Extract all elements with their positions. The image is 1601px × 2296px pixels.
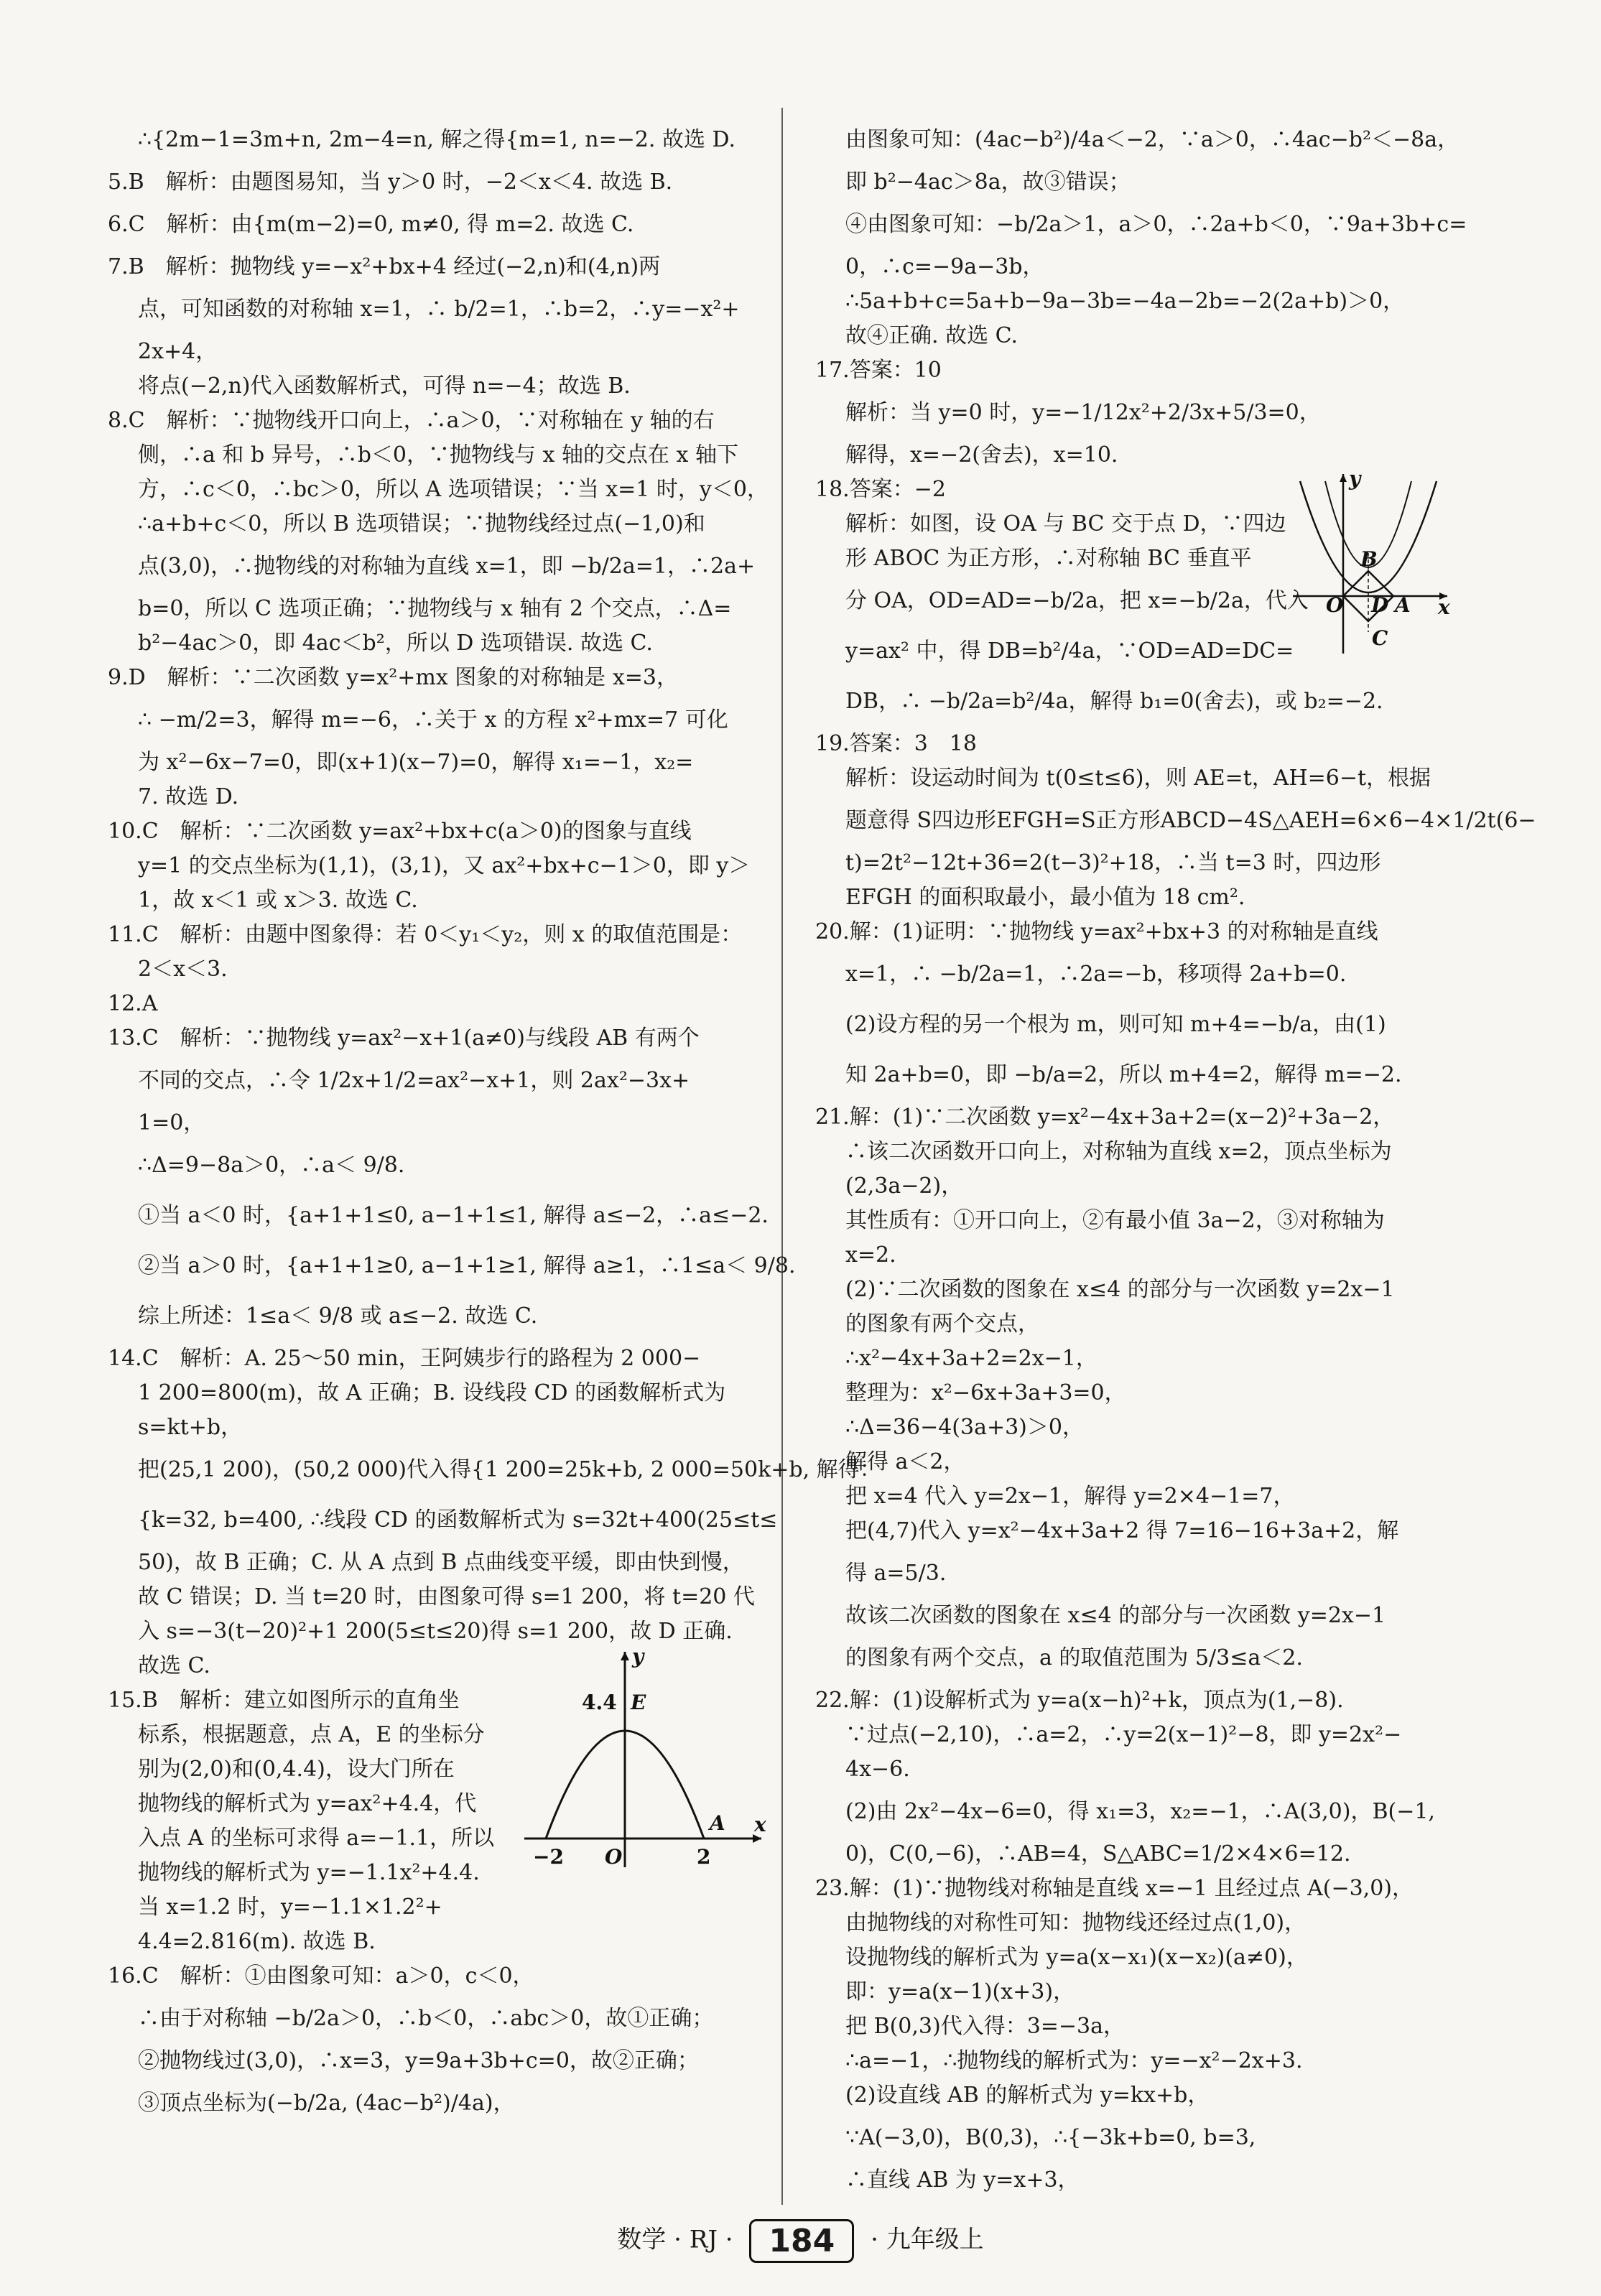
fig18-point-d: D — [1371, 593, 1389, 617]
text-line: 把 x=4 代入 y=2x−1，解得 y=2×4−1=7， — [845, 1484, 1295, 1509]
text-line: 15.B 解析：建立如图所示的直角坐 — [108, 1688, 460, 1713]
text-line: 形 ABOC 为正方形，∴对称轴 BC 垂直平 — [845, 546, 1252, 571]
text-line: ∴Δ=36−4(3a+3)＞0， — [845, 1415, 1084, 1440]
text-line: 别为(2,0)和(0,4.4)，设大门所在 — [138, 1757, 455, 1782]
text-line: ∴{2m−1=3m+n, 2m−4=n, 解之得{m=1, n=−2. 故选 D. — [138, 127, 736, 152]
text-line: 解得 a＜2， — [845, 1449, 965, 1474]
fig15-label-neg2: −2 — [533, 1845, 564, 1869]
text-line: 2＜x＜3. — [138, 957, 228, 982]
text-line: 5.B 解析：由题图易知，当 y＞0 时，−2＜x＜4. 故选 B. — [108, 169, 673, 195]
text-line: x=1，∴ −b/2a=1，∴2a=−b，移项得 2a+b=0. — [845, 962, 1347, 987]
text-line: 17.答案：10 — [815, 358, 942, 383]
fig15-y-label: y — [632, 1645, 644, 1668]
column-divider — [781, 108, 783, 2205]
fig18-point-c: C — [1372, 626, 1388, 650]
text-line: 7. 故选 D. — [138, 784, 239, 809]
text-line: {k=32, b=400, ∴线段 CD 的函数解析式为 s=32t+400(25≤t≤ — [138, 1507, 778, 1533]
text-line: 由图象可知：(4ac−b²)/4a＜−2，∵a＞0，∴4ac−b²＜−8a， — [845, 127, 1460, 152]
page-footer — [0, 2219, 1601, 2263]
fig18-point-b: B — [1360, 547, 1378, 571]
text-line: 点，可知函数的对称轴 x=1，∴ b/2=1，∴b=2，∴y=−x²+ — [138, 297, 740, 322]
text-line: 2x+4， — [138, 339, 218, 364]
text-line: 点(3,0)，∴抛物线的对称轴为直线 x=1，即 −b/2a=1，∴2a+ — [138, 554, 756, 579]
text-line: 故该二次函数的图象在 x≤4 的部分与一次函数 y=2x−1 — [845, 1603, 1386, 1628]
text-line: 综上所述：1≤a＜ 9/8 或 a≤−2. 故选 C. — [138, 1303, 538, 1329]
text-line: 14.C 解析：A. 25～50 min，王阿姨步行的路程为 2 000− — [108, 1346, 701, 1371]
text-line: ②抛物线过(3,0)，∴x=3，y=9a+3b+c=0，故②正确； — [138, 2048, 699, 2073]
text-line: 21.解：(1)∵二次函数 y=x²−4x+3a+2=(x−2)²+3a−2， — [815, 1105, 1395, 1130]
text-line: 20.解：(1)证明：∵抛物线 y=ax²+bx+3 的对称轴是直线 — [815, 919, 1378, 944]
text-line: 11.C 解析：由题中图象得：若 0＜y₁＜y₂，则 x 的取值范围是： — [108, 922, 743, 947]
text-line: ∵A(−3,0)，B(0,3)，∴{−3k+b=0, b=3, — [845, 2125, 1256, 2150]
text-line: 即 b²−4ac＞8a，故③错误； — [845, 169, 1131, 195]
text-line: 抛物线的解析式为 y=ax²+4.4，代 — [138, 1791, 477, 1816]
text-line: ∴a=−1，∴抛物线的解析式为：y=−x²−2x+3. — [845, 2048, 1303, 2073]
text-line: 故选 C. — [138, 1653, 210, 1678]
text-line: 22.解：(1)设解析式为 y=a(x−h)²+k，顶点为(1,−8). — [815, 1688, 1344, 1713]
text-line: 6.C 解析：由{m(m−2)=0, m≠0, 得 m=2. 故选 C. — [108, 212, 634, 237]
text-line: 13.C 解析：∵抛物线 y=ax²−x+1(a≠0)与线段 AB 有两个 — [108, 1026, 700, 1051]
text-line: 的图象有两个交点， — [845, 1311, 1039, 1337]
text-line: 16.C 解析：①由图象可知：a＞0，c＜0， — [108, 1963, 534, 1989]
text-line: ∴由于对称轴 −b/2a＞0，∴b＜0，∴abc＞0，故①正确； — [138, 2006, 714, 2031]
page-number: 184 — [749, 2219, 854, 2263]
fig18-y-label: y — [1349, 467, 1361, 491]
text-line: 0)，C(0,−6)，∴AB=4，S△ABC=1/2×4×6=12. — [845, 1841, 1351, 1867]
text-line: 把(4,7)代入 y=x²−4x+3a+2 得 7=16−16+3a+2，解 — [845, 1518, 1399, 1543]
text-line: 即：y=a(x−1)(x+3)， — [845, 1979, 1075, 2004]
text-line: 4.4=2.816(m). 故选 B. — [138, 1929, 376, 1954]
text-line: 23.解：(1)∵抛物线对称轴是直线 x=−1 且经过点 A(−3,0)， — [815, 1876, 1414, 1901]
text-line: (2)∵二次函数的图象在 x≤4 的部分与一次函数 y=2x−1 — [845, 1277, 1395, 1302]
figure-18-square-parabola — [1286, 467, 1458, 661]
text-line: 1=0， — [138, 1110, 205, 1135]
text-line: 当 x=1.2 时，y=−1.1×1.2²+ — [138, 1895, 442, 1920]
fig15-label-44: 4.4 — [582, 1691, 617, 1714]
text-line: 10.C 解析：∵二次函数 y=ax²+bx+c(a＞0)的图象与直线 — [108, 819, 692, 844]
text-line: 解析：设运动时间为 t(0≤t≤6)，则 AE=t，AH=6−t，根据 — [845, 766, 1431, 791]
text-line: 50)，故 B 正确；C. 从 A 点到 B 点曲线变平缓，即由快到慢， — [138, 1550, 744, 1575]
text-line: ∴Δ=9−8a＞0，∴a＜ 9/8. — [138, 1153, 405, 1178]
text-line: 方，∴c＜0，∴bc＞0，所以 A 选项错误；∵当 x=1 时，y＜0， — [138, 477, 769, 502]
fig15-point-a: A — [710, 1811, 725, 1835]
text-line: 8.C 解析：∵抛物线开口向上，∴a＞0，∵对称轴在 y 轴的右 — [108, 408, 715, 433]
text-line: EFGH 的面积取最小，最小值为 18 cm². — [845, 885, 1245, 910]
text-line: ②当 a＞0 时，{a+1+1≥0, a−1+1≥1, 解得 a≥1，∴1≤a＜ 9/8. — [138, 1253, 796, 1278]
text-line: 18.答案：−2 — [815, 477, 946, 502]
right-column — [815, 115, 1536, 2198]
text-line: 整理为：x²−6x+3a+3=0， — [845, 1380, 1126, 1405]
text-line: 题意得 S四边形EFGH=S正方形ABCD−4S△AEH=6×6−4×1/2t(6− — [845, 808, 1536, 833]
text-line: 知 2a+b=0，即 −b/a=2，所以 m+4=2，解得 m=−2. — [845, 1062, 1402, 1087]
text-line: b²−4ac＞0，即 4ac＜b²，所以 D 选项错误. 故选 C. — [138, 631, 653, 656]
text-line: 解析：如图，设 OA 与 BC 交于点 D，∵四边 — [845, 511, 1286, 536]
text-line: ∴ −m/2=3，解得 m=−6，∴关于 x 的方程 x²+mx=7 可化 — [138, 707, 728, 733]
footer-grade: · 九年级上 — [871, 2225, 984, 2254]
text-line: 入点 A 的坐标可求得 a=−1.1，所以 — [138, 1826, 495, 1851]
fig18-point-o: O — [1326, 593, 1344, 617]
text-line: 12.A — [108, 991, 158, 1016]
fig15-origin: O — [605, 1845, 623, 1869]
text-line: 故④正确. 故选 C. — [845, 323, 1018, 348]
text-line: 标系，根据题意，点 A，E 的坐标分 — [138, 1722, 485, 1747]
figure-15-parabola — [517, 1637, 776, 1874]
text-line: x=2. — [845, 1242, 896, 1268]
text-line: 19.答案：3 18 — [815, 731, 977, 756]
text-line: ④由图象可知：−b/2a＞1，a＞0，∴2a+b＜0，∵9a+3b+c= — [845, 212, 1467, 237]
text-line: ∴x²−4x+3a+2=2x−1， — [845, 1346, 1098, 1371]
text-line: 4x−6. — [845, 1757, 910, 1782]
text-line: 不同的交点，∴令 1/2x+1/2=ax²−x+1，则 2ax²−3x+ — [138, 1068, 690, 1093]
text-line: 设抛物线的解析式为 y=a(x−x₁)(x−x₂)(a≠0)， — [845, 1945, 1308, 1970]
text-line: 1，故 x＜1 或 x＞3. 故选 C. — [138, 888, 418, 913]
text-line: 解析：当 y=0 时，y=−1/12x²+2/3x+5/3=0， — [845, 400, 1321, 425]
text-line: 把(25,1 200)，(50,2 000)代入得{1 200=25k+b, 2 000=50k+b, 解得： — [138, 1457, 881, 1482]
text-line: 将点(−2,n)代入函数解析式，可得 n=−4；故选 B. — [138, 373, 631, 399]
fig18-point-a: A — [1395, 593, 1411, 617]
text-line: ∴直线 AB 为 y=x+3， — [845, 2167, 1080, 2193]
text-line: DB，∴ −b/2a=b²/4a，解得 b₁=0(舍去)，或 b₂=−2. — [845, 689, 1383, 714]
text-line: 把 B(0,3)代入得：3=−3a， — [845, 2014, 1126, 2039]
text-line: 得 a=5/3. — [845, 1561, 947, 1586]
footer-subject: 数学 · RJ · — [617, 2225, 733, 2254]
text-line: ∴5a+b+c=5a+b−9a−3b=−4a−2b=−2(2a+b)＞0， — [845, 289, 1405, 314]
text-line: ③顶点坐标为(−b/2a, (4ac−b²)/4a)， — [138, 2091, 515, 2116]
text-line: ∵过点(−2,10)，∴a=2，∴y=2(x−1)²−8，即 y=2x²− — [845, 1722, 1402, 1747]
text-line: (2)由 2x²−4x−6=0，得 x₁=3，x₂=−1，∴A(3,0)，B(−1, — [845, 1799, 1435, 1824]
text-line: 的图象有两个交点，a 的取值范围为 5/3≤a＜2. — [845, 1645, 1303, 1670]
text-line: 解得，x=−2(舍去)，x=10. — [845, 442, 1118, 468]
text-line: 1 200=800(m)，故 A 正确；B. 设线段 CD 的函数解析式为 — [138, 1380, 726, 1405]
text-line: 为 x²−6x−7=0，即(x+1)(x−7)=0，解得 x₁=−1，x₂= — [138, 750, 694, 775]
text-line: ①当 a＜0 时，{a+1+1≤0, a−1+1≤1, 解得 a≤−2，∴a≤−2. — [138, 1203, 769, 1228]
text-line: 由抛物线的对称性可知：抛物线还经过点(1,0)， — [845, 1910, 1307, 1935]
text-line: (2)设直线 AB 的解析式为 y=kx+b， — [845, 2083, 1210, 2108]
text-line: t)=2t²−12t+36=2(t−3)²+18，∴当 t=3 时，四边形 — [845, 850, 1381, 875]
text-line: 故 C 错误；D. 当 t=20 时，由图象可得 s=1 200，将 t=20 代 — [138, 1584, 755, 1609]
text-line: 抛物线的解析式为 y=−1.1x²+4.4. — [138, 1860, 480, 1885]
text-line: ∴该二次函数开口向上，对称轴为直线 x=2，顶点坐标为 — [845, 1139, 1392, 1164]
fig15-label-2: 2 — [697, 1845, 711, 1869]
text-line: (2)设方程的另一个根为 m，则可知 m+4=−b/a，由(1) — [845, 1012, 1386, 1037]
text-line: 7.B 解析：抛物线 y=−x²+bx+4 经过(−2,n)和(4,n)两 — [108, 254, 661, 279]
text-line: y=1 的交点坐标为(1,1)，(3,1)，又 ax²+bx+c−1＞0，即 y＞ — [138, 853, 751, 878]
text-line: 入 s=−3(t−20)²+1 200(5≤t≤20)得 s=1 200，故 D 正确. — [138, 1619, 733, 1644]
text-line: y=ax² 中，得 DB=b²/4a，∵OD=AD=DC= — [845, 638, 1294, 664]
text-line: ∴a+b+c＜0，所以 B 选项错误；∵抛物线经过点(−1,0)和 — [138, 511, 705, 536]
fig18-x-label: x — [1438, 595, 1450, 619]
fig15-point-e: E — [631, 1691, 646, 1714]
text-line: (2,3a−2)， — [845, 1173, 963, 1199]
text-line: 其性质有：①开口向上，②有最小值 3a−2，③对称轴为 — [845, 1208, 1385, 1233]
text-line: b=0，所以 C 选项正确；∵抛物线与 x 轴有 2 个交点，∴Δ= — [138, 596, 732, 621]
text-line: 侧，∴a 和 b 异号，∴b＜0，∵抛物线与 x 轴的交点在 x 轴下 — [138, 442, 738, 468]
text-line: 分 OA，OD=AD=−b/2a，把 x=−b/2a，代入 — [845, 588, 1309, 613]
text-line: 0，∴c=−9a−3b， — [845, 254, 1044, 279]
fig15-x-label: x — [754, 1813, 766, 1836]
text-line: 9.D 解析：∵二次函数 y=x²+mx 图象的对称轴是 x=3， — [108, 665, 678, 690]
text-line: s=kt+b， — [138, 1415, 243, 1440]
